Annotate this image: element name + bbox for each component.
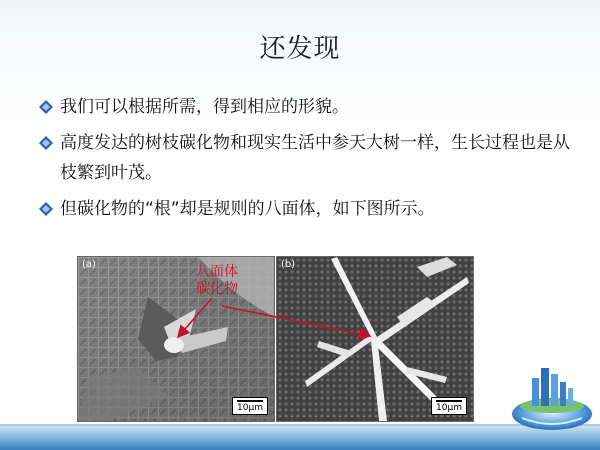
- bullet-text: 但碳化物的“根”却是规则的八面体，如下图所示。: [60, 199, 435, 219]
- scale-bar-a: [232, 397, 268, 415]
- scale-bar-text: 10μm: [436, 403, 462, 413]
- figure-label-b: (b): [281, 259, 296, 270]
- micrograph-a: [77, 256, 275, 422]
- bullet-list: [38, 92, 578, 230]
- city-globe-logo-icon: [508, 356, 596, 436]
- scale-bar-line: [436, 400, 462, 402]
- slide-title: 还发现: [259, 34, 341, 64]
- bullet-item: [38, 128, 578, 188]
- diamond-bullet-icon: [38, 135, 54, 151]
- bullet-text: 高度发达的树枝碳化物和现实生活中参天大树一样，生长过程也是从枝繁到叶茂。: [60, 133, 570, 183]
- diamond-bullet-icon: [38, 99, 54, 115]
- scale-bar-b: [431, 397, 467, 415]
- figure-label-a: (a): [82, 259, 96, 270]
- bullet-text: 我们可以根据所需，得到相应的形貌。: [60, 97, 349, 117]
- scale-bar-text: 10μm: [237, 403, 263, 413]
- octahedral-carbide-annotation: [196, 264, 238, 298]
- diamond-bullet-icon: [38, 201, 54, 217]
- bullet-item: [38, 92, 578, 122]
- scale-bar-line: [237, 400, 263, 402]
- annotation-line-2: 碳化物: [196, 281, 238, 297]
- micrograph-b: [276, 256, 474, 422]
- annotation-line-1: 八面体: [196, 264, 238, 280]
- bullet-item: [38, 194, 578, 224]
